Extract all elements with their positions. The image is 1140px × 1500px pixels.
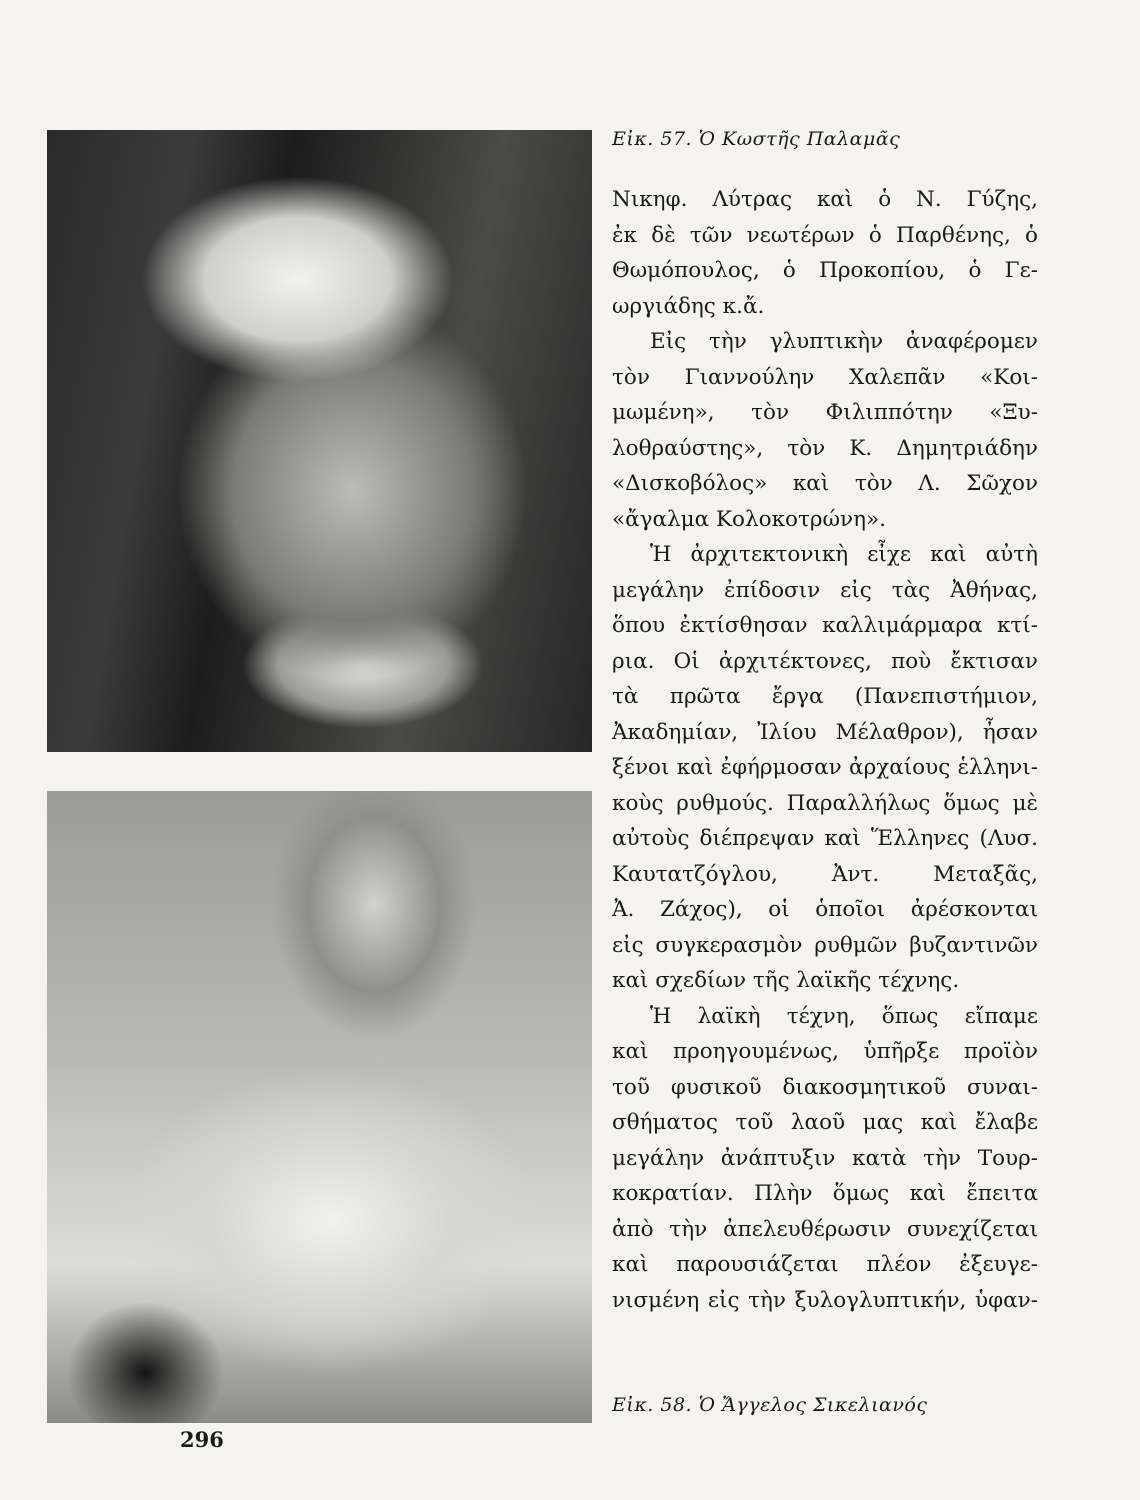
body-line: σθήματος τοῦ λαοῦ μας καὶ ἔλαβε: [612, 1110, 1038, 1135]
body-line: καὶ προηγουμένως, ὑπῆρξε προϊὸν: [612, 1039, 1038, 1064]
body-line: εἰς συγκερασμὸν ρυθμῶν βυζαντινῶν: [612, 932, 1038, 958]
body-line: ξένοι καὶ ἐφήρμοσαν ἀρχαίους ἑλληνι-: [612, 755, 1038, 780]
body-line: κοκρατίαν. Πλὴν ὅμως καὶ ἔπειτα: [612, 1181, 1038, 1206]
body-line: ἀπὸ τὴν ἀπελευθέρωσιν συνεχίζεται: [612, 1216, 1038, 1242]
page-number: 296: [180, 1427, 224, 1452]
body-line: ωργιάδης κ.ἄ.: [612, 293, 765, 319]
body-line: λοθραύστης», τὸν Κ. Δημητριάδην: [612, 435, 1038, 461]
body-line: ἐκ δὲ τῶν νεωτέρων ὁ Παρθένης, ὁ: [612, 222, 1038, 248]
body-line: νισμένη εἰς τὴν ξυλογλυπτικήν, ὑφαν-: [612, 1287, 1038, 1313]
body-line: Ἡ ἀρχιτεκτονικὴ εἶχε καὶ αὐτὴ: [650, 542, 1038, 567]
figure-57-caption: Εἰκ. 57. Ὁ Κωστῆς Παλαμᾶς: [612, 128, 901, 150]
body-text: [612, 182, 1038, 1318]
body-line: Καυτατζόγλου, Ἀντ. Μεταξᾶς,: [612, 861, 1038, 887]
body-line: τὰ πρῶτα ἔργα (Πανεπιστήμιον,: [612, 684, 1038, 709]
body-line: μωμένη», τὸν Φιλιππότην «Ξυ-: [612, 400, 1038, 425]
body-line: καὶ παρουσιάζεται πλέον ἐξευγε-: [612, 1252, 1038, 1277]
body-line: ρια. Οἱ ἀρχιτέκτονες, ποὺ ἔκτισαν: [612, 648, 1038, 674]
body-line: Ἀκαδημίαν, Ἰλίου Μέλαθρον), ἦσαν: [612, 719, 1038, 745]
body-line: τοῦ φυσικοῦ διακοσμητικοῦ συναι-: [612, 1074, 1038, 1100]
body-line: Εἰς τὴν γλυπτικὴν ἀναφέρομεν: [650, 329, 1038, 354]
body-line: Ἀ. Ζάχος), οἱ ὁποῖοι ἀρέσκονται: [612, 897, 1038, 922]
body-line: κοὺς ρυθμούς. Παραλλήλως ὅμως μὲ: [612, 790, 1038, 816]
body-line: «ἄγαλμα Κολοκοτρώνη».: [612, 506, 886, 532]
photo-angelos-sikelianos: [47, 791, 592, 1423]
body-line: Θωμόπουλος, ὁ Προκοπίου, ὁ Γε-: [612, 258, 1038, 283]
body-line: Ἡ λαϊκὴ τέχνη, ὅπως εἴπαμε: [650, 1003, 1038, 1029]
body-line: Νικηφ. Λύτρας καὶ ὁ Ν. Γύζης,: [612, 187, 1038, 212]
body-line: μεγάλην ἀνάπτυξιν κατὰ τὴν Τουρ-: [612, 1145, 1038, 1171]
figure-58-caption: Εἰκ. 58. Ὁ Ἄγγελος Σικελιανός: [612, 1394, 928, 1416]
body-line: μεγάλην ἐπίδοσιν εἰς τὰς Ἀθήνας,: [612, 577, 1038, 603]
body-line: καὶ σχεδίων τῆς λαϊκῆς τέχνης.: [612, 968, 960, 993]
body-line: αὐτοὺς διέπρεψαν καὶ Ἕλληνες (Λυσ.: [612, 826, 1038, 851]
body-line: «Δισκοβόλος» καὶ τὸν Λ. Σῶχον: [612, 471, 1038, 496]
body-line: ὅπου ἐκτίσθησαν καλλιμάρμαρα κτί-: [612, 613, 1038, 638]
photo-kostis-palamas: [47, 130, 592, 752]
body-line: τὸν Γιαννούλην Χαλεπᾶν «Κοι-: [612, 364, 1038, 390]
